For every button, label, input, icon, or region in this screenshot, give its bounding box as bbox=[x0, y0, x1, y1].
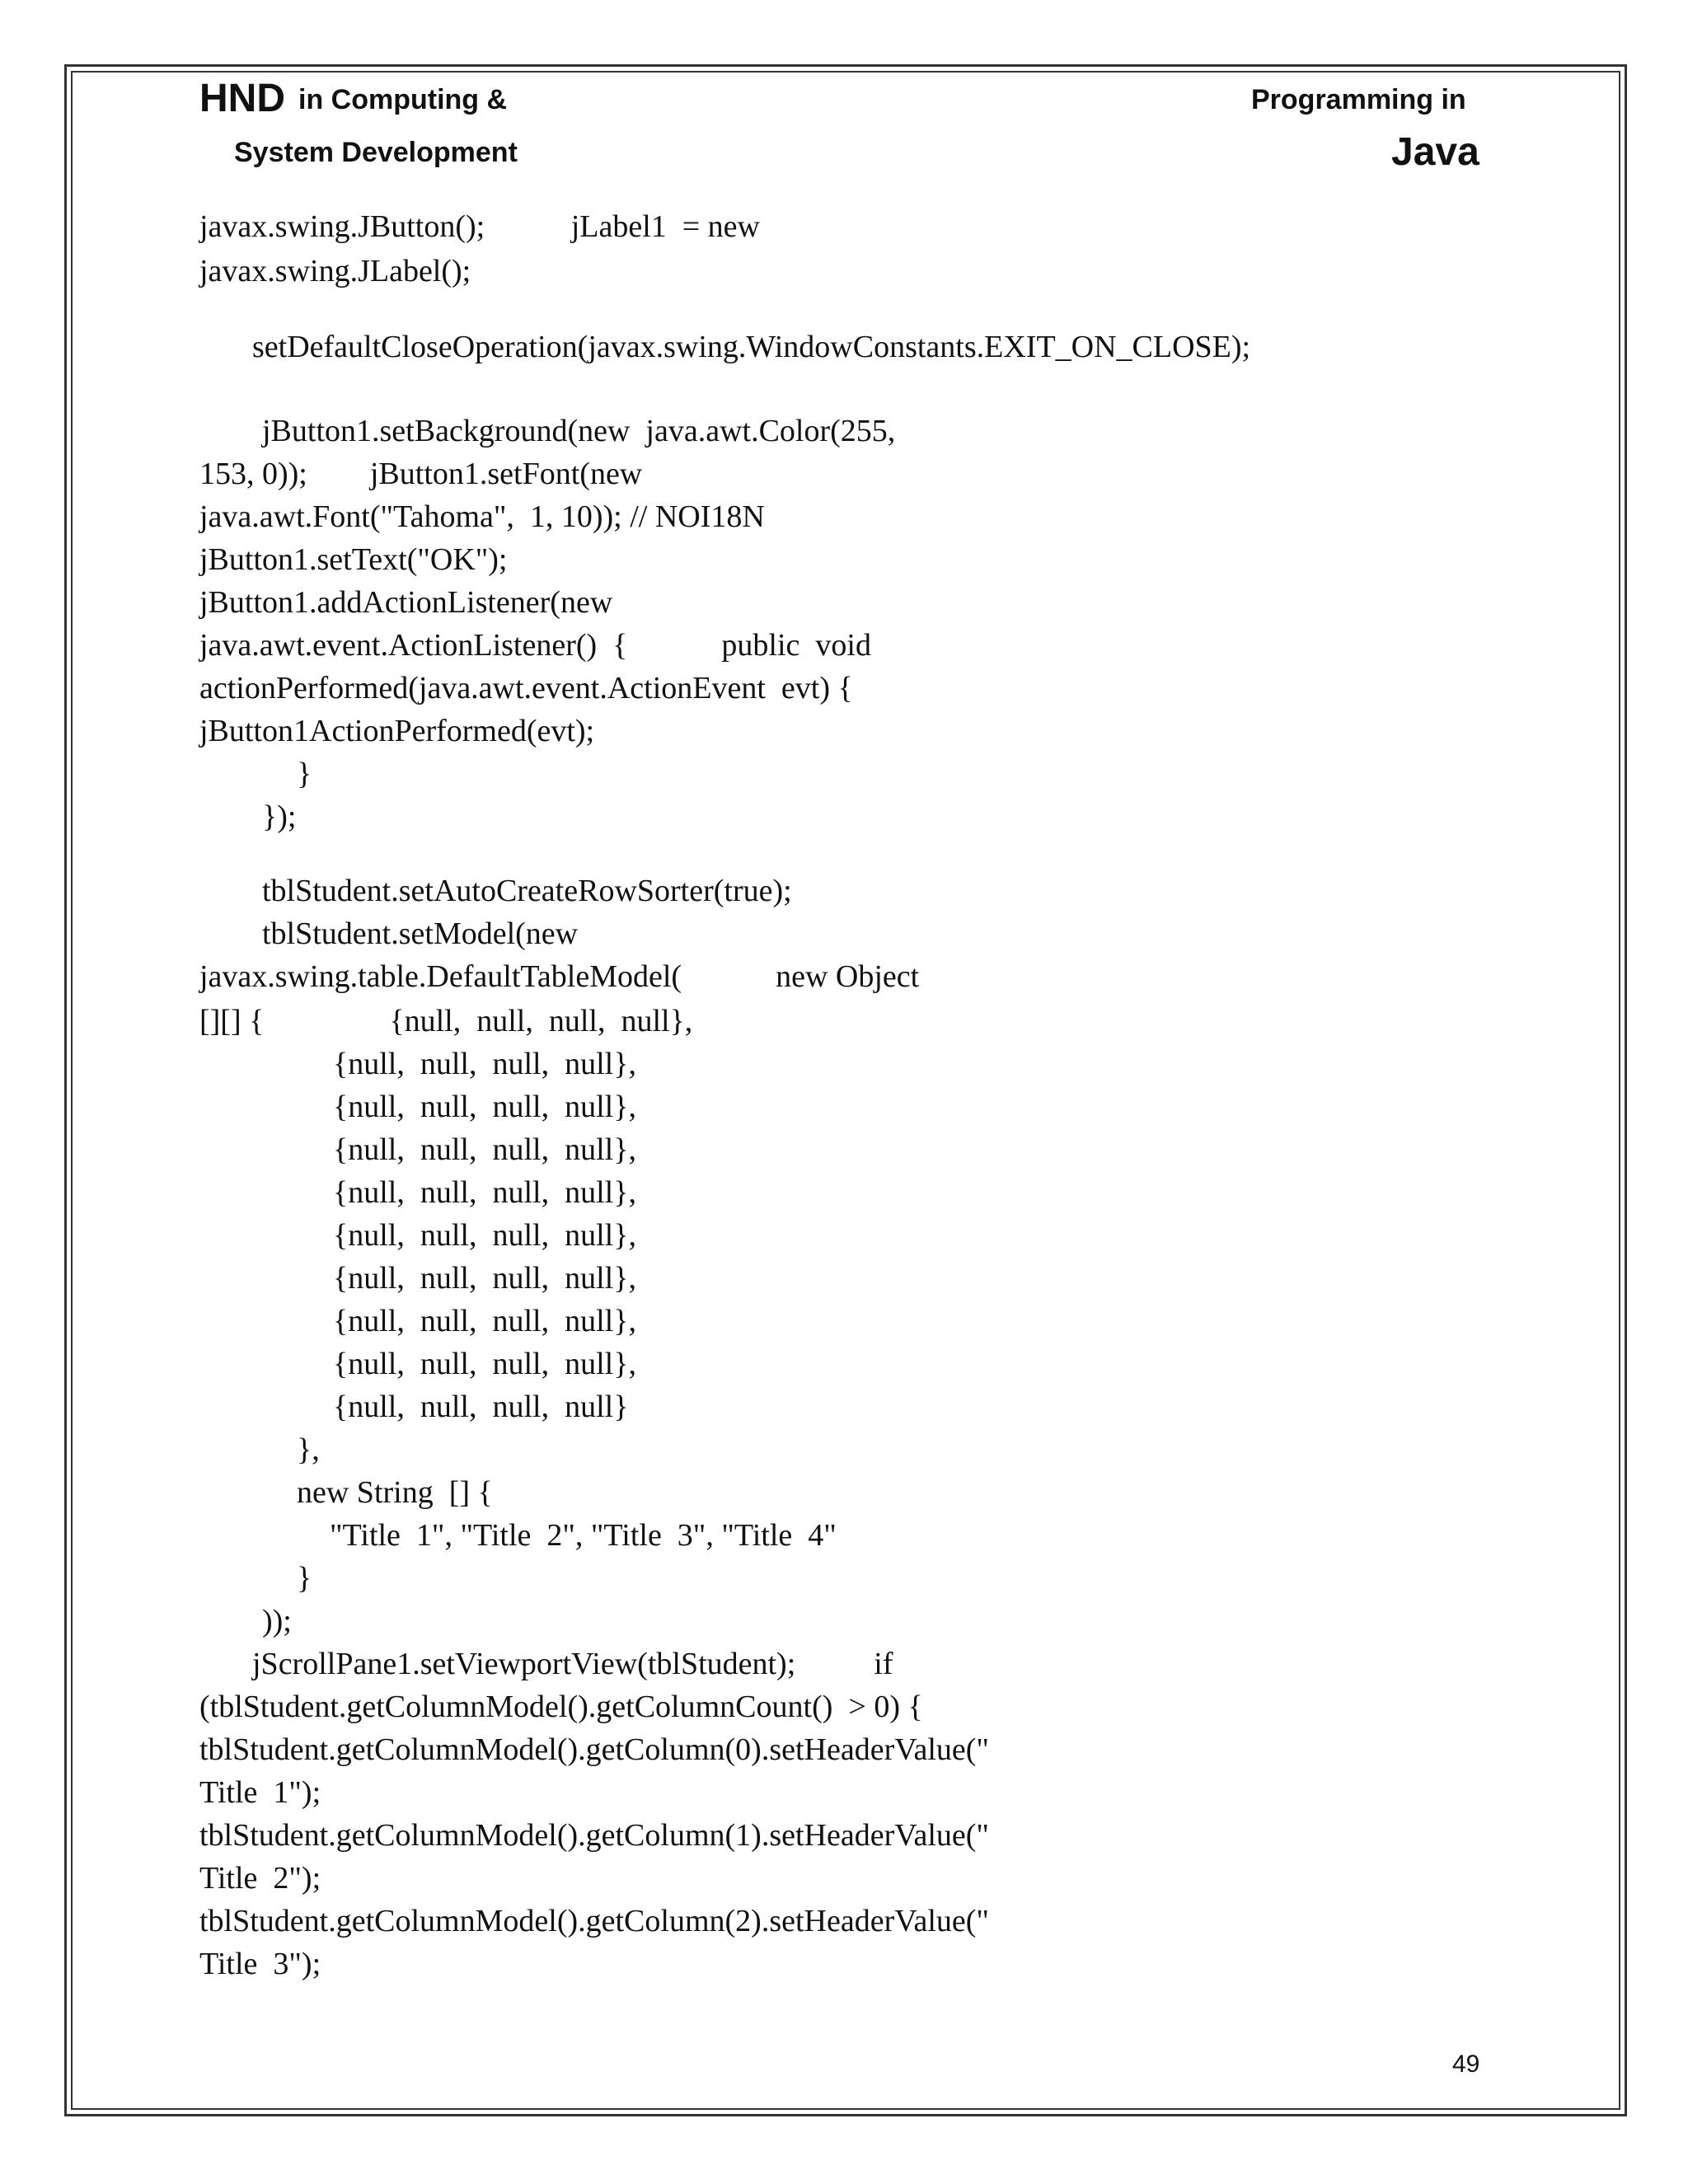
code-line: tblStudent.getColumnModel().getColumn(0).setHeaderValue(" bbox=[199, 1732, 989, 1767]
code-line: jButton1.setText("OK"); bbox=[199, 542, 508, 577]
code-line: tblStudent.setAutoCreateRowSorter(true); bbox=[262, 874, 792, 908]
code-line: (tblStudent.getColumnModel().getColumnCount() > 0) { bbox=[199, 1690, 923, 1724]
code-line: } bbox=[297, 757, 312, 791]
code-line: {null, null, null, null} bbox=[333, 1390, 629, 1424]
code-line: [][] { {null, null, null, null}, bbox=[199, 1004, 693, 1038]
code-line: tblStudent.getColumnModel().getColumn(2).setHeaderValue(" bbox=[199, 1904, 989, 1938]
code-line: tblStudent.getColumnModel().getColumn(1).setHeaderValue(" bbox=[199, 1818, 989, 1853]
header-in-computing: in Computing & bbox=[298, 84, 508, 115]
code-line: jButton1ActionPerformed(evt); bbox=[199, 714, 595, 748]
code-line: java.awt.event.ActionListener() { public void bbox=[199, 628, 871, 663]
code-line: jButton1.addActionListener(new bbox=[199, 585, 613, 620]
code-line: 153, 0)); jButton1.setFont(new bbox=[199, 457, 643, 491]
code-line: tblStudent.setModel(new bbox=[262, 916, 579, 951]
code-line: Title 2"); bbox=[199, 1861, 321, 1896]
page-number: 49 bbox=[1452, 2050, 1480, 2078]
code-line: {null, null, null, null}, bbox=[333, 1304, 636, 1338]
code-line: Title 3"); bbox=[199, 1947, 321, 1981]
code-line: {null, null, null, null}, bbox=[333, 1261, 636, 1296]
code-line: {null, null, null, null}, bbox=[333, 1347, 636, 1381]
code-line: }, bbox=[297, 1432, 320, 1467]
code-line: } bbox=[297, 1561, 312, 1596]
code-line: {null, null, null, null}, bbox=[333, 1047, 636, 1081]
header-hnd: HND bbox=[199, 77, 285, 120]
code-line: javax.swing.table.DefaultTableModel( new Object bbox=[199, 959, 920, 994]
code-line: java.awt.Font("Tahoma", 1, 10)); // NOI18N bbox=[199, 499, 765, 534]
code-line: )); bbox=[262, 1604, 292, 1638]
code-line: {null, null, null, null}, bbox=[333, 1132, 636, 1167]
code-line: new String [] { bbox=[297, 1475, 493, 1510]
code-line: jButton1.setBackground(new java.awt.Color(255, bbox=[262, 414, 896, 448]
header-system-development: System Development bbox=[234, 137, 518, 168]
code-line: actionPerformed(java.awt.event.ActionEvent evt) { bbox=[199, 671, 853, 705]
code-line: jScrollPane1.setViewportView(tblStudent); if bbox=[252, 1647, 893, 1681]
code-line: Title 1"); bbox=[199, 1775, 321, 1810]
code-line: javax.swing.JLabel(); bbox=[199, 254, 471, 288]
code-line: "Title 1", "Title 2", "Title 3", "Title 4" bbox=[330, 1518, 837, 1553]
code-line: {null, null, null, null}, bbox=[333, 1218, 636, 1253]
header-programming-in: Programming in bbox=[1251, 84, 1466, 115]
header-java: Java bbox=[1391, 130, 1479, 174]
code-line: {null, null, null, null}, bbox=[333, 1175, 636, 1210]
code-line: }); bbox=[262, 799, 297, 834]
code-line: {null, null, null, null}, bbox=[333, 1090, 636, 1124]
code-line: javax.swing.JButton(); jLabel1 = new bbox=[199, 209, 760, 244]
code-line: setDefaultCloseOperation(javax.swing.WindowConstants.EXIT_ON_CLOSE); bbox=[252, 330, 1251, 364]
